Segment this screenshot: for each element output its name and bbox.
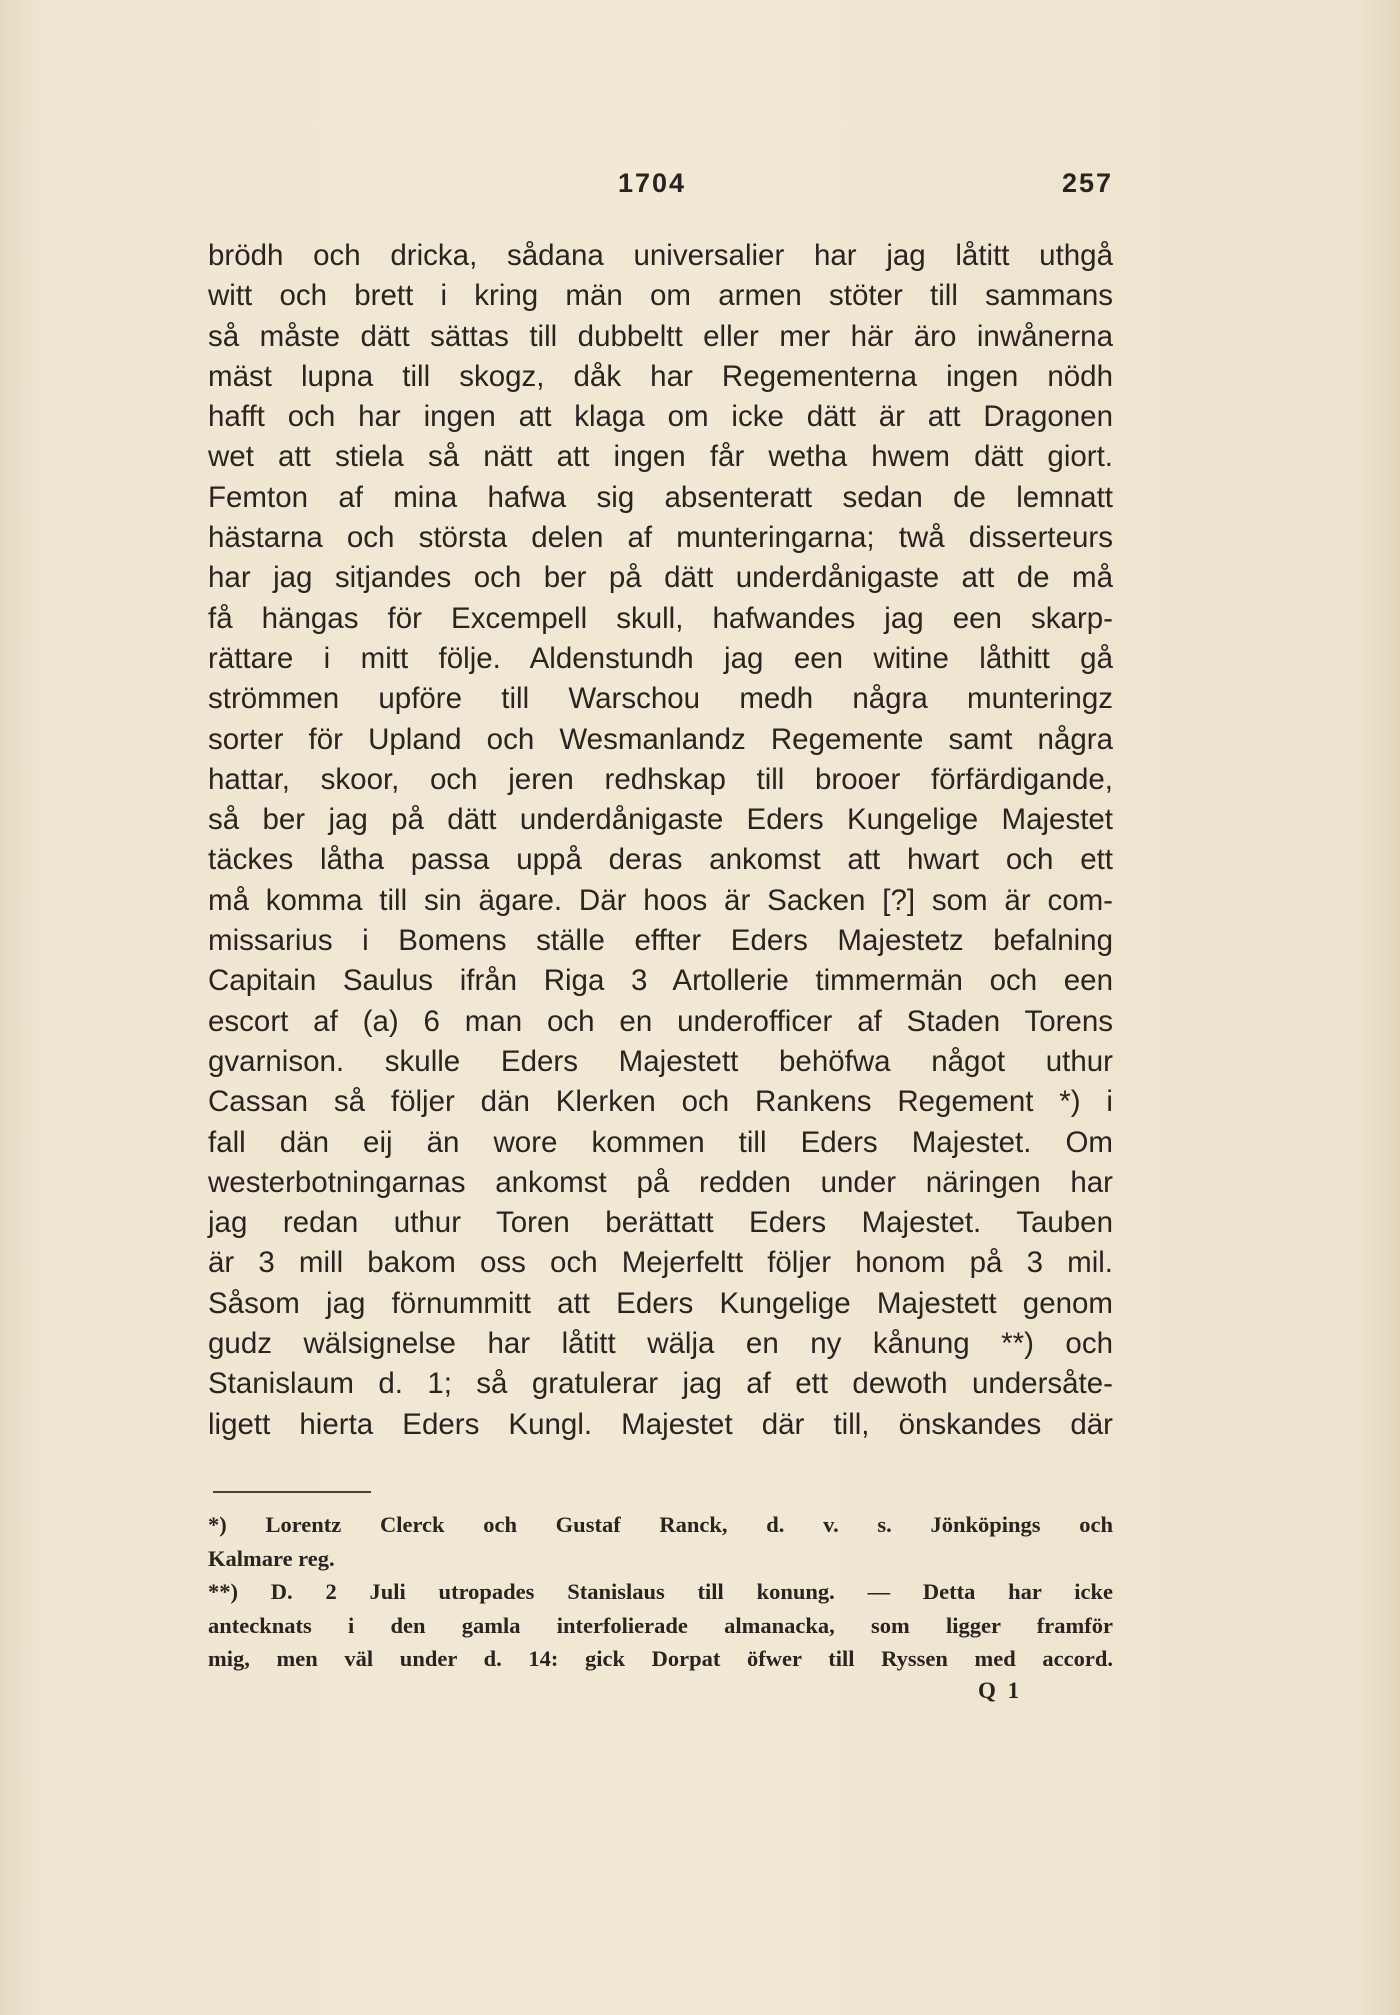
footnote-separator-rule: [213, 1491, 371, 1493]
body-line: sorter för Upland och Wesmanlandz Regemente samt några: [208, 722, 1113, 756]
body-line: witt och brett i kring män om armen stöter till sammans: [208, 279, 1113, 313]
body-line: må komma till sin ägare. Där hoos är Sacken [?] som är com-: [208, 883, 1113, 917]
body-line: rättare i mitt följe. Aldenstundh jag een witine låthitt gå: [208, 641, 1113, 675]
body-line: hafft och har ingen att klaga om icke dätt är att Dragonen: [208, 400, 1113, 434]
body-line: Såsom jag förnummitt att Eders Kungelige Majestett genom: [208, 1286, 1113, 1320]
body-line: så ber jag på dätt underdånigaste Eders Kungelige Majestet: [208, 803, 1113, 837]
body-line: hästarna och största delen af munteringarna; twå disserteurs: [208, 521, 1113, 555]
signature-mark: Q 1: [978, 1678, 1023, 1703]
body-line: westerbotningarnas ankomst på redden under näringen har: [208, 1165, 1113, 1199]
body-line: brödh och dricka, sådana universalier har jag låtitt uthgå: [208, 239, 1113, 272]
body-line: täckes låtha passa uppå deras ankomst att hwart och ett: [208, 843, 1113, 877]
footnote-line: mig, men väl under d. 14: gick Dorpat öfwer till Ryssen med accord.: [208, 1646, 1113, 1671]
body-line: escort af (a) 6 man och en underofficer af Staden Torens: [208, 1004, 1113, 1038]
body-line: Stanislaum d. 1; så gratulerar jag af ett dewoth undersåte-: [208, 1367, 1113, 1401]
body-line: strömmen upföre till Warschou medh några munteringz: [208, 682, 1113, 716]
letter-body: [208, 236, 1113, 1445]
running-head: [208, 168, 1113, 212]
body-line: gudz wälsignelse har låtitt wälja en ny kånung **) och: [208, 1327, 1113, 1361]
body-line: Capitain Saulus ifrån Riga 3 Artollerie timmermän och een: [208, 964, 1113, 998]
footnote-line: *) Lorentz Clerck och Gustaf Ranck, d. v. s. Jönköpings och: [208, 1512, 1113, 1537]
footnotes: [208, 1508, 1113, 1676]
body-line: ligett hierta Eders Kungl. Majestet där till, önskandes där: [208, 1407, 1113, 1441]
body-line: är 3 mill bakom oss och Mejerfeltt följer honom på 3 mil.: [208, 1246, 1113, 1280]
body-line: fall dän eij än wore kommen till Eders Majestet. Om: [208, 1125, 1113, 1159]
page-number: 257: [1061, 168, 1113, 198]
body-line: Cassan så följer dän Klerken och Rankens Regement *) i: [208, 1085, 1113, 1119]
footnote-line: antecknats i den gamla interfolierade almanacka, som ligger framför: [208, 1612, 1113, 1638]
footnote-line: Kalmare reg.: [208, 1545, 335, 1571]
body-line: Femton af mina hafwa sig absenteratt sedan de lemnatt: [208, 480, 1113, 514]
body-line: wet att stiela så nätt att ingen får wetha hwem dätt giort.: [208, 440, 1113, 474]
body-line: så måste dätt sättas till dubbeltt eller mer här äro inwånerna: [208, 319, 1113, 353]
body-line: gvarnison. skulle Eders Majestett behöfwa något uthur: [208, 1044, 1113, 1078]
body-line: har jag sitjandes och ber på dätt underdånigaste att de må: [208, 561, 1113, 595]
body-line: få hängas för Excempell skull, hafwandes jag een skarp-: [208, 601, 1113, 635]
body-line: missarius i Bomens ställe effter Eders Majestetz befalning: [208, 924, 1113, 958]
body-line: hattar, skoor, och jeren redhskap till brooer förfärdigande,: [208, 762, 1113, 796]
header-year: 1704: [618, 168, 687, 198]
body-line: jag redan uthur Toren berättatt Eders Majestet. Tauben: [208, 1206, 1113, 1240]
body-line: mäst lupna till skogz, dåk har Regementerna ingen nödh: [208, 359, 1113, 393]
footnote-line: **) D. 2 Juli utropades Stanislaus till konung. — Detta har icke: [208, 1579, 1113, 1604]
